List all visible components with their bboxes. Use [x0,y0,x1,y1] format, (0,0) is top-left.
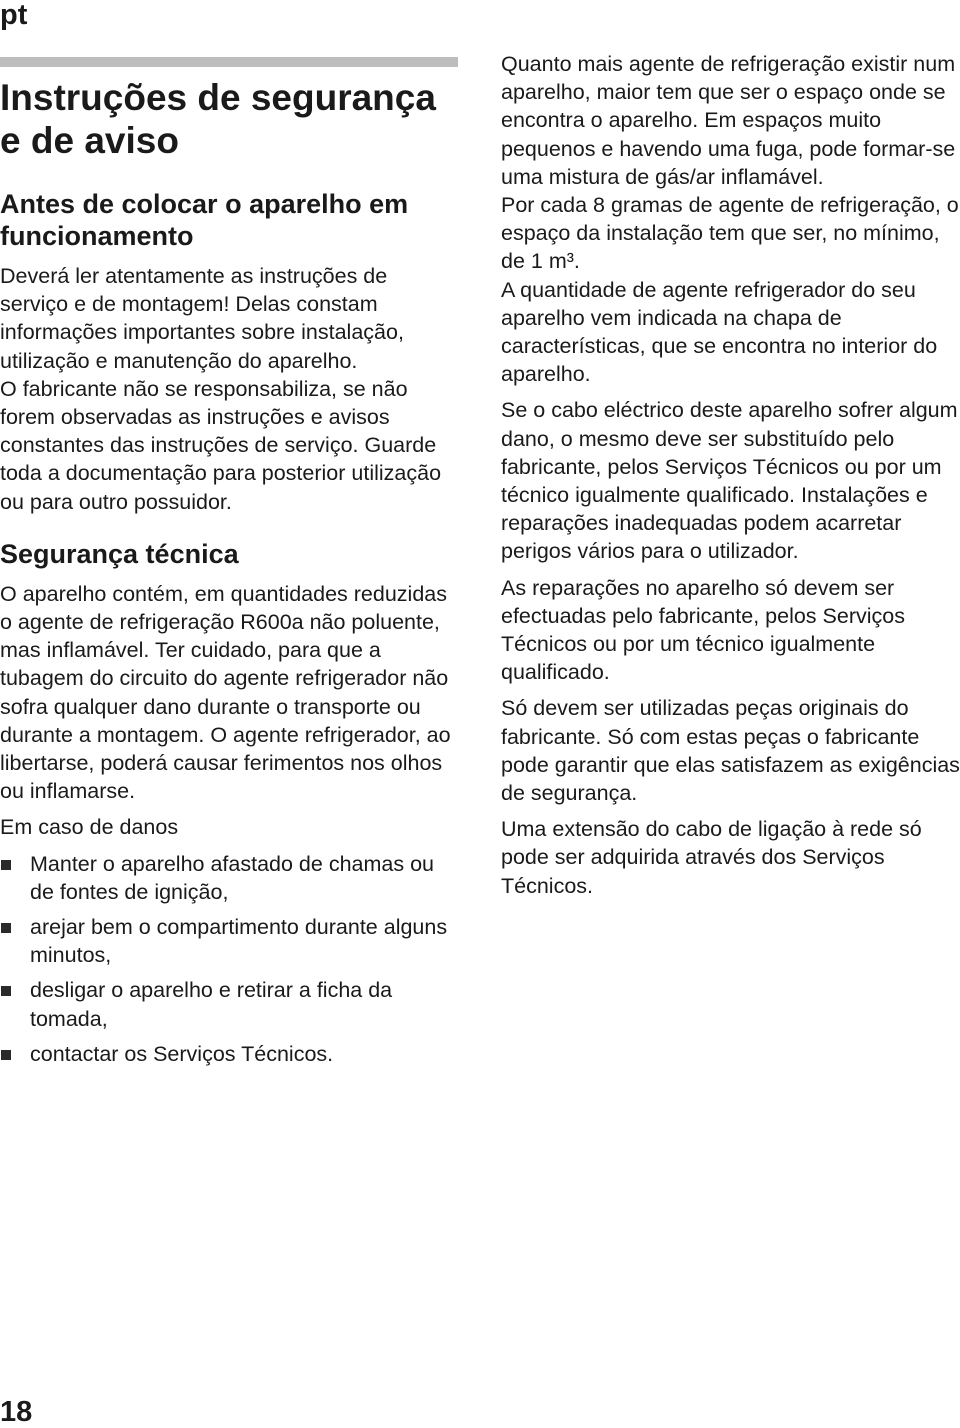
section-heading-before-use: Antes de colocar o aparelho em funcionamento [0,189,409,251]
paragraph: A quantidade de agente refrigerador do seu aparelho vem indicada na chapa de características, que se encontra no interior do aparelho. [501,277,938,387]
section-heading-technical-safety: Segurança técnica [0,538,239,569]
paragraph: As reparações no aparelho só devem ser efectuadas pelo fabricante, pelos Serviços Técnicos ou por um técnico igualmente qualificado. [501,575,905,685]
square-bullet-icon [1,860,11,870]
paragraph: Quanto mais agente de refrigeração existir num aparelho, maior tem que ser o espaço onde se encontra o aparelho. Em espaços muito pequenos e havendo uma fuga, pode formar-se uma mistura de gás/ar inflamável. [501,52,956,189]
square-bullet-icon [1,1050,11,1060]
paragraph: O fabricante não se responsabiliza, se não forem observadas as instruções e avisos constantes das instruções de serviço. Guarde toda a documentação para posterior utilização ou para outro possuidor. [0,376,442,514]
left-column [0,76,460,1075]
paragraph: Só devem ser utilizadas peças originais do fabricante. Só com estas peças o fabricante pode garantir que elas satisfazem as exigências de segurança. [501,696,960,806]
list-item-text: arejar bem o compartimento durante alguns minutos, [30,915,448,968]
list-item [0,850,460,906]
paragraph: Em caso de danos [0,815,179,840]
paragraph: Por cada 8 gramas de agente de refrigeração, o espaço da instalação tem que ser, no mínimo, de 1 m³. [501,193,959,274]
list-item [0,1040,460,1068]
square-bullet-icon [1,923,11,933]
paragraph: Deverá ler atentamente as instruções de serviço e de montagem! Delas constam informações importantes sobre instalação, utilização e manutenção do aparelho. [0,264,404,373]
damage-steps-list [0,850,460,1068]
paragraph: Se o cabo eléctrico deste aparelho sofrer algum dano, o mesmo deve ser substituído pelo fabricante, pelos Serviços Técnicos ou por um técnico igualmente qualificado. Instalações e reparações inadequadas podem acarretar perigos vários para o utilizador. [501,398,958,564]
page-title: Instruções de segurança e de aviso [0,77,436,161]
right-column [501,50,960,900]
list-item-text: desligar o aparelho e retirar a ficha da tomada, [30,978,393,1031]
list-item [0,976,460,1032]
page-number: 18 [0,1396,33,1428]
list-item-text: Manter o aparelho afastado de chamas ou de fontes de ignição, [30,851,434,904]
paragraph: O aparelho contém, em quantidades reduzidas o agente de refrigeração R600a não poluente, mas inflamável. Ter cuidado, para que a tubagem do circuito do agente refrigerador não sofra qualquer dano durante o transporte ou durante a montagem. O agente refrigerador, ao libertarse, poderá causar ferimentos nos olhos ou inflamarse. [0,581,451,804]
language-tag: pt [0,0,28,31]
list-item [0,913,460,969]
paragraph: Uma extensão do cabo de ligação à rede só pode ser adquirida através dos Serviços Técnicos. [501,817,922,898]
list-item-text: contactar os Serviços Técnicos. [30,1041,334,1066]
square-bullet-icon [1,986,11,996]
header-rule [0,57,458,67]
